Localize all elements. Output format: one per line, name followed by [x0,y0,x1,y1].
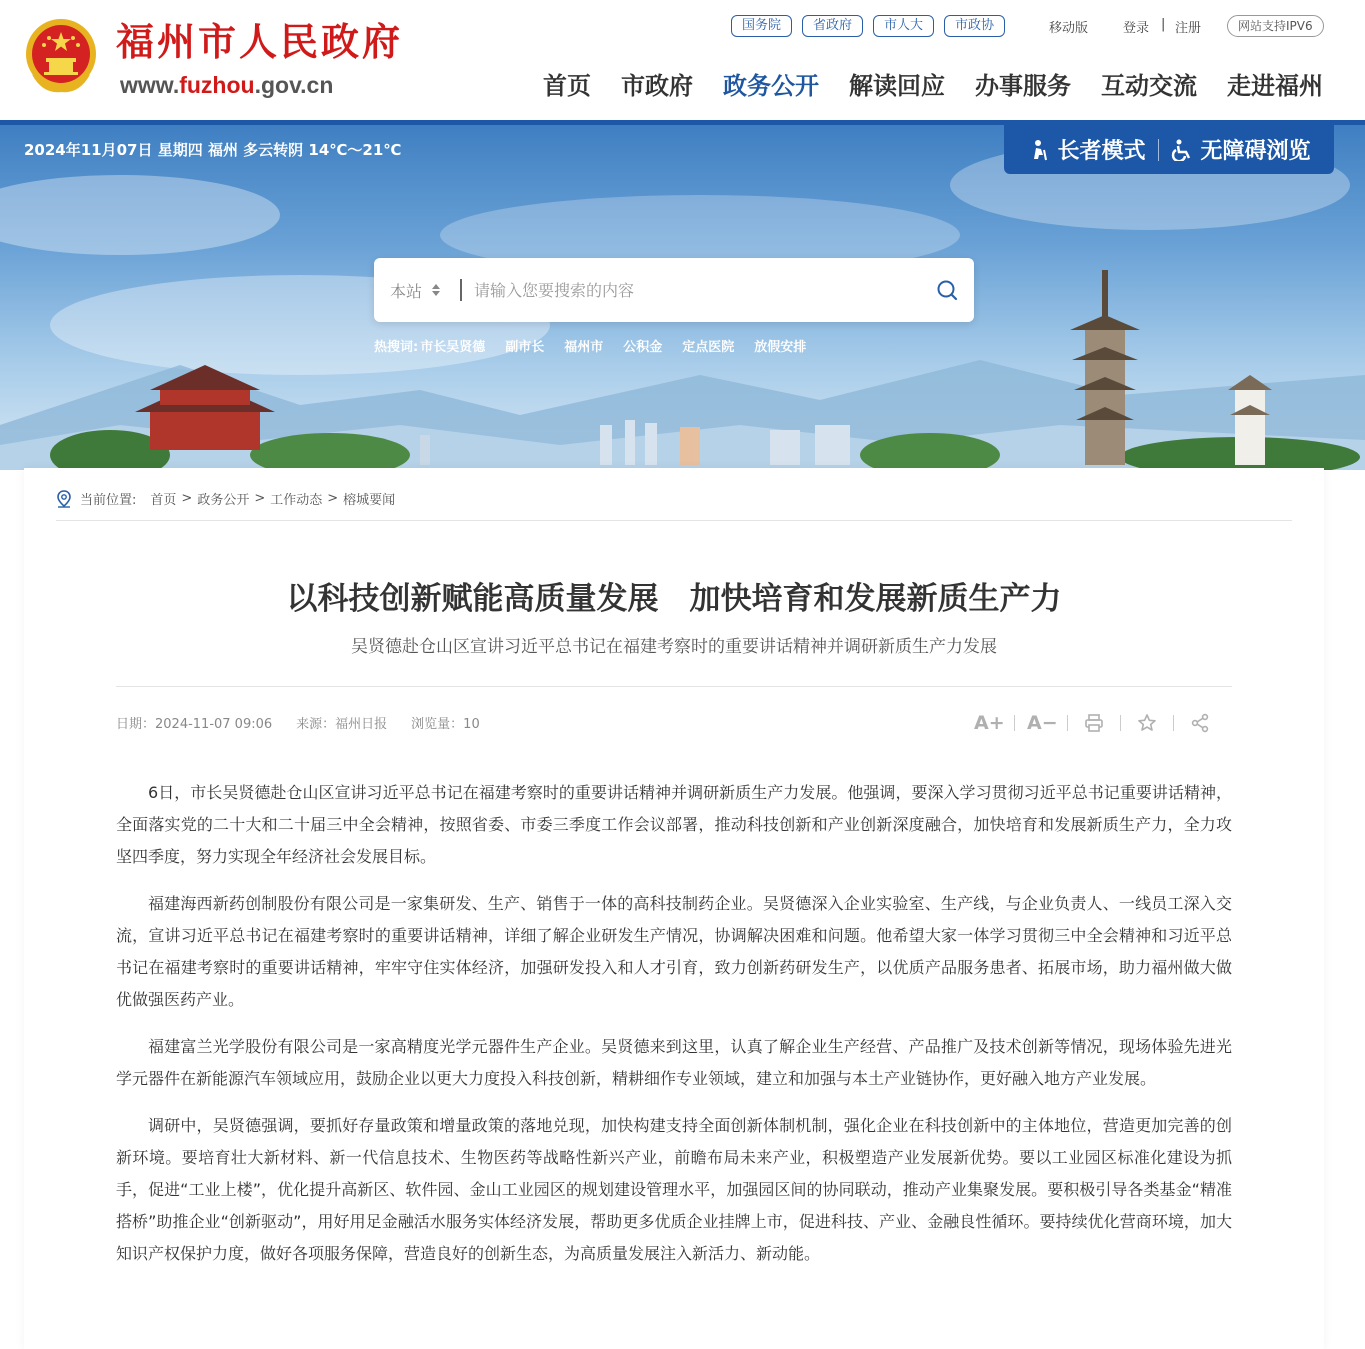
search-icon[interactable] [936,279,958,301]
nav-government[interactable]: 市政府 [621,72,693,100]
mobile-version-link[interactable]: 移动版 [1049,21,1089,36]
hot-word[interactable]: 副市长 [505,340,545,355]
elder-mode-button[interactable] [1027,134,1145,165]
register-link[interactable]: 注册 [1175,21,1202,36]
toplink-state-council[interactable]: 国务院 [731,15,792,37]
article-card [24,468,1324,1349]
star-icon[interactable] [1133,713,1161,733]
article-paragraph: 福建海西新药创制股份有限公司是一家集研发、生产、销售于一体的高科技制药企业。吴贤德深入企业实验室、生产线，与企业负责人、一线员工深入交流，宣讲习近平总书记在福建考察时的重要讲话精神，详细了解企业研发生产情况，协调解决困难和问题。他希望大家一体学习贯彻三中全会精神和习近平总书记在福建考察时的重要讲话精神，牢牢守住实体经济，加强研发投入和人才引育，致力创新药研发生产，以优质产品服务患者、拓展市场，助力福州做大做优做强医药产业。 [116,894,1232,1009]
url-prefix: www. [120,72,180,98]
breadcrumb-label: 当前位置: [80,493,137,508]
search-input[interactable] [474,274,914,306]
emblem-icon [24,14,98,94]
breadcrumb-separator: > [327,491,339,506]
nav-open-affairs[interactable]: 政务公开 [723,72,819,100]
search-scope-select[interactable]: 本站 [390,282,423,301]
article-source: 来源：福州日报 [296,717,388,732]
wheelchair-icon [1171,139,1193,161]
breadcrumb-divider [56,520,1292,521]
article-views: 浏览量：10 [411,717,480,732]
breadcrumb-separator: > [181,491,193,506]
login-link[interactable]: 登录 [1123,21,1150,36]
accessibility-divider [1158,139,1159,161]
hot-word[interactable]: 市长吴贤德 [420,340,486,355]
article-title: 以科技创新赋能高质量发展 加快培育和发展新质生产力 [286,581,1062,617]
font-increase-button[interactable]: A+ [974,712,1005,734]
breadcrumb-home[interactable]: 首页 [150,493,177,508]
hot-word[interactable]: 放假安排 [754,340,807,355]
article-body [116,777,1232,1285]
site-title[interactable]: 福州市人民政府 [116,19,404,64]
nav-interpretation[interactable]: 解读回应 [849,72,945,100]
main-nav [513,70,1323,102]
font-decrease-button[interactable]: A− [1027,712,1058,734]
article-date: 日期：2024-11-07 09:06 [116,717,273,732]
hot-word[interactable]: 定点医院 [682,340,735,355]
top-links [731,15,1015,37]
site-url [120,70,333,100]
chevron-updown-icon[interactable] [431,282,441,298]
share-icon[interactable] [1186,713,1214,733]
search-box [374,258,974,322]
tool-separator [1173,715,1174,731]
elder-mode-label: 长者模式 [1057,139,1146,164]
nav-about-fuzhou[interactable]: 走进福州 [1227,72,1323,100]
toplink-province[interactable]: 省政府 [802,15,863,37]
nav-interaction[interactable]: 互动交流 [1101,72,1197,100]
search-divider [460,279,462,301]
tool-separator [1067,715,1068,731]
location-pin-icon [56,490,72,508]
toplink-npc[interactable]: 市人大 [873,15,934,37]
site-header [0,0,1365,120]
article-meta [116,713,504,732]
hot-word[interactable]: 福州市 [564,340,604,355]
print-icon[interactable] [1080,713,1108,733]
hot-search-words [374,336,826,355]
toplink-cppcc[interactable]: 市政协 [944,15,1005,37]
hot-search-label: 热搜词: [374,340,419,355]
breadcrumb-city-news[interactable]: 榕城要闻 [343,493,396,508]
breadcrumb-work-news[interactable]: 工作动态 [270,493,323,508]
hot-word[interactable]: 公积金 [623,340,663,355]
article-tools [974,712,1214,734]
url-highlight: fuzhou [179,72,255,98]
article-subtitle: 吴贤德赴仓山区宣讲习近平总书记在福建考察时的重要讲话精神并调研新质生产力发展 [351,637,997,657]
article-paragraph: 6日，市长吴贤德赴仓山区宣讲习近平总书记在福建考察时的重要讲话精神并调研新质生产力发展。他强调，要深入学习贯彻习近平总书记重要讲话精神，全面落实党的二十大和二十届三中全会精神，按照省委、市委三季度工作会议部署，推动科技创新和产业创新深度融合，加快培育和发展新质生产力，全力攻坚四季度，努力实现全年经济社会发展目标。 [116,783,1232,866]
article-paragraph: 调研中，吴贤德强调，要抓好存量政策和增量政策的落地兑现，加快构建支持全面创新体制机制，强化企业在科技创新中的主体地位，营造更加完善的创新环境。要培育壮大新材料、新一代信息技术、生物医药等战略性新兴产业，前瞻布局未来产业，积极塑造产业发展新优势。要以工业园区标准化建设为抓手，促进“工业上楼”，优化提升高新区、软件园、金山工业园区的规划建设管理水平，加强园区间的协同联动，推动产业集聚发展。要积极引导各类基金“精准搭桥”助推企业“创新驱动”，用好用足金融活水服务实体经济发展，帮助更多优质企业挂牌上市，促进科技、产业、金融良性循环。要持续优化营商环境，加大知识产权保护力度，做好各项服务保障，营造良好的创新生态，为高质量发展注入新活力、新动能。 [116,1116,1232,1263]
breadcrumb [56,489,395,508]
meta-divider [116,686,1232,687]
accessibility-bar [1004,125,1334,174]
tool-separator [1014,715,1015,731]
url-suffix: .gov.cn [254,72,334,98]
accessible-browse-button[interactable] [1171,134,1311,165]
tool-separator [1120,715,1121,731]
nav-home[interactable]: 首页 [543,72,591,100]
breadcrumb-open-affairs[interactable]: 政务公开 [197,493,250,508]
banner [0,125,1365,470]
nav-services[interactable]: 办事服务 [975,72,1071,100]
ipv6-badge: 网站支持IPV6 [1227,15,1324,37]
elder-icon [1027,139,1049,161]
date-weather: 2024年11月07日 星期四 福州 多云转阴 14℃～21℃ [24,141,402,159]
login-separator: | [1161,17,1166,32]
breadcrumb-separator: > [254,491,266,506]
article-paragraph: 福建富兰光学股份有限公司是一家高精度光学元器件生产企业。吴贤德来到这里，认真了解企业生产经营、产品推广及技术创新等情况，现场体验先进光学元器件在新能源汽车领域应用，鼓励企业以更大力度投入科技创新，精耕细作专业领域，建立和加强与本土产业链协作，更好融入地方产业发展。 [116,1037,1232,1088]
accessible-browse-label: 无障碍浏览 [1200,139,1311,164]
